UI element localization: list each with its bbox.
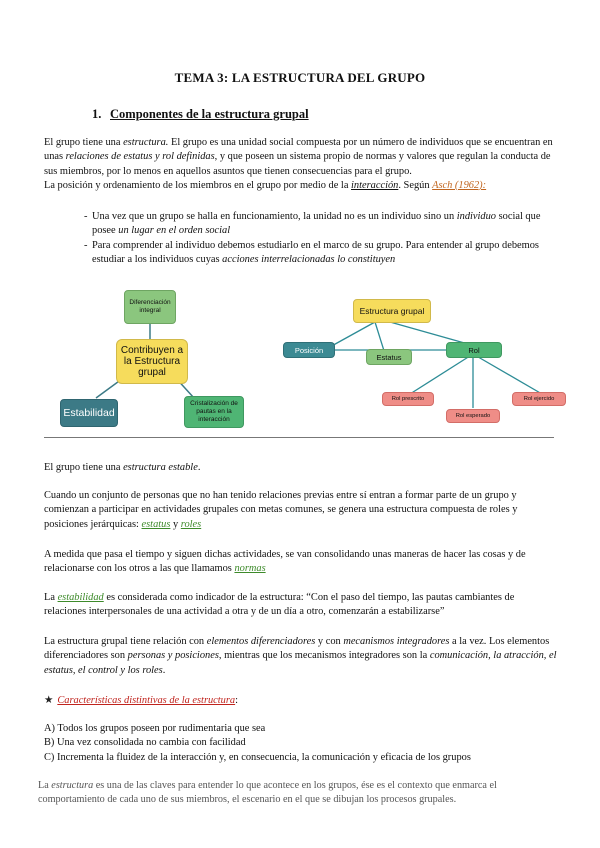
node-posicion: Posición [283,342,335,358]
characteristics-heading: ★ Características distintivas de la estructura: [44,695,239,706]
list-item: A) Todos los grupos poseen por rudimentaria que sea [44,723,266,734]
intro-paragraph: El grupo tiene una estructura. El grupo es una unidad social compuesta por un número de individuos que se encuentran en unas relaciones de estatus y rol definidas, y que poseen un sistema propio de normas y valores que regulan la conducta de sus miembros, por lo menos en aquellos asuntos que tienen consecuencias para el grupo. La posición y ordenamiento de los miembros en el grupo por medio de la interacción. Según Asch (1962): [44,137,553,191]
link-normas[interactable]: normas [234,563,266,575]
link-caracteristicas[interactable]: Características distintivas de la estructura [57,695,236,706]
node-rol-ejercido: Rol ejercido [512,392,566,406]
section-label: Componentes de la estructura grupal [110,107,309,121]
citation-link[interactable]: Asch (1962): [432,179,487,191]
node-diferenciacion: Diferenciación integral [124,290,176,324]
node-estabilidad: Estabilidad [60,399,118,427]
paragraph: A medida que pasa el tiempo y siguen dichas actividades, se van consolidando unas maneras de hacer las cosas y de relacionarse con los otros a las que llamamos normas [44,549,526,575]
bullet-item: - Para comprender al individuo debemos estudiarlo en el marco de su grupo. Para entender al grupo debemos estudiar a los individuos cuyas acciones interrelacionadas lo constituyen [84,240,539,266]
node-rol-prescrito: Rol prescrito [382,392,434,406]
link-estatus[interactable]: estatus [141,518,171,530]
closing-paragraph: La estructura es una de las claves para entender lo que acontece en los grupos, ése es el contexto que enmarca el comportamiento de cada uno de sus miembros, el escenario en el que se dibujan los procesos grupales. [38,780,497,806]
star-icon: ★ [44,695,54,706]
bullet-item: - Una vez que un grupo se halla en funcionamiento, la unidad no es un individuo sino un individuo social que posee un lugar en el orden social [84,211,541,237]
list-item: C) Incrementa la fluidez de la interacción y, en consecuencia, la comunicación y eficacia de los grupos [44,751,471,763]
link-roles[interactable]: roles [180,518,202,530]
characteristics-list [44,722,558,765]
paragraph: Cuando un conjunto de personas que no han tenido relaciones previas entre sí entran a formar parte de un grupo y comienzan a participar en actividades grupales con metas comunes, se genera una estructura compuesta de roles y posiciones jerárquicas: estatus y roles [44,490,518,530]
paragraph: El grupo tiene una estructura estable. [44,462,201,473]
node-cristalizacion: Cristalización de pautas en la interacción [184,396,244,428]
link-estabilidad[interactable]: estabilidad [57,592,104,603]
section-heading [92,107,309,122]
node-rol-esperado: Rol esperado [446,409,500,423]
node-estructura-grupal: Contribuyen a la Estructura grupal [116,339,188,384]
node-rol: Rol [446,342,502,358]
section-number: 1. [92,107,102,121]
page-title: TEMA 3: LA ESTRUCTURA DEL GRUPO [174,70,426,85]
divider [44,437,554,438]
list-item: B) Una vez consolidada no cambia con facilidad [44,737,246,749]
paragraph: La estructura grupal tiene relación con elementos diferenciadores y con mecanismos integradores a la vez. Los elementos diferenciadores son personas y posiciones, mientras que los mecanismos integradores son la comunicación, la atracción, el estatus, el control y los roles. [44,636,557,676]
paragraph: La estabilidad es considerada como indicador de la estructura: “Con el paso del tiempo, las pautas cambiantes de relaciones interpersonales de una actividad a otra y de un día a otro, comenzarán a estabilizarse” [44,592,515,618]
node-estructura-grupal-root: Estructura grupal [353,299,431,323]
node-estatus: Estatus [366,349,412,365]
